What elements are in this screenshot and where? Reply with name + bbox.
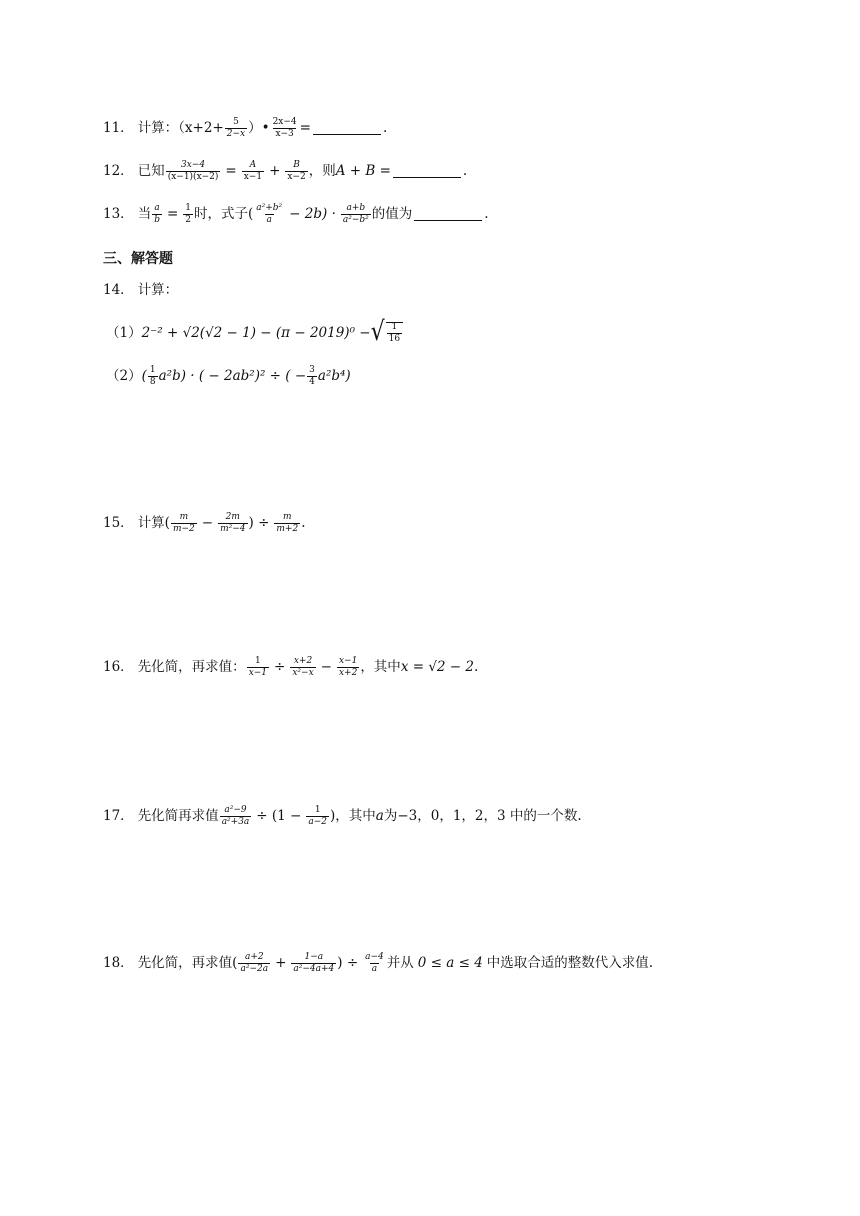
fraction: $\frac{2m}{\text{m²−4}}$ <box>220 512 246 535</box>
math-expression: 0 ≤ a ≤ 4 <box>417 955 483 972</box>
math-expression: ) ÷ <box>337 955 359 972</box>
period: . <box>474 659 479 676</box>
fraction: $\frac{x+2}{\text{x²−x}}$ <box>292 656 314 679</box>
question-text: 当 <box>137 206 152 223</box>
question-text: ，则 <box>308 163 336 180</box>
equals-sign: = <box>299 120 311 137</box>
plus-sign: + <box>275 955 287 972</box>
fraction: $\frac{A}{x-1}$ <box>243 160 263 183</box>
fraction: $\frac{m}{m+2}$ <box>276 512 299 535</box>
minus-sign: − <box>201 515 214 532</box>
question-18 <box>103 953 653 975</box>
answer-blank[interactable] <box>313 122 381 135</box>
fraction: $\frac{B}{x-2}$ <box>287 160 306 183</box>
fraction: $\frac{1}{x-1}$ <box>248 656 268 679</box>
period: . <box>484 206 489 223</box>
fraction: $\frac{1}{8}$ <box>149 365 156 388</box>
equals-sign: = <box>225 163 237 180</box>
period: . <box>301 515 306 532</box>
question-15 <box>103 513 306 535</box>
answer-blank[interactable] <box>414 208 482 221</box>
fraction: $\frac{a+b}{\text{a²−b²}}$ <box>342 203 369 226</box>
math-expression: A + B = <box>335 163 391 180</box>
period: . <box>462 163 468 180</box>
question-text: 并从 <box>386 955 414 972</box>
question-text: ）• <box>248 120 270 137</box>
equals-sign: = <box>166 206 179 223</box>
question-number: 11． <box>103 120 134 137</box>
question-text: 中选取合适的整数代入求值. <box>486 955 654 972</box>
answer-blank[interactable] <box>393 165 461 178</box>
question-text: 已知 <box>137 163 165 180</box>
fraction: $\frac{1-a}{\text{a²−4a+4}}$ <box>293 952 335 975</box>
question-13 <box>103 204 489 226</box>
fraction: $\frac{x-1}{x+2}$ <box>338 656 358 679</box>
divide-sign: ÷ <box>274 659 286 676</box>
question-number: 18． <box>103 955 134 972</box>
question-number: 12． <box>103 163 134 180</box>
question-number: 14． <box>103 282 134 298</box>
part-label: （1） <box>106 324 142 341</box>
minus-sign: − <box>320 659 332 676</box>
question-text: ，其中 <box>360 659 401 676</box>
question-16 <box>103 657 478 679</box>
question-text: 计算： <box>137 282 179 298</box>
question-17 <box>103 806 582 828</box>
math-expression: ( <box>141 368 147 385</box>
section-heading: 三、解答题 <box>103 251 173 267</box>
fraction: $\frac{\text{a²+b²}}{a}$ <box>256 203 283 226</box>
fraction: $\frac{a+2}{\text{a²−2a}}$ <box>240 952 269 975</box>
part-label: （2） <box>106 368 142 385</box>
math-expression: ÷ (1 − <box>256 808 302 825</box>
question-text: 先化简再求值 <box>137 808 219 825</box>
question-text: 为−3，0，1，2，3 中的一个数. <box>383 808 582 825</box>
question-14-part-2 <box>106 366 351 388</box>
question-text: 先化简，再求值( <box>137 955 238 972</box>
math-expression: a²b⁴) <box>317 368 351 385</box>
math-expression: ) ÷ <box>248 515 270 532</box>
fraction: $\frac{a-4}{a}$ <box>365 952 384 975</box>
question-text: 计算：（x+2+ <box>137 120 224 137</box>
square-root: √ $\frac{1}{16}$ <box>371 322 404 345</box>
question-12 <box>103 161 467 183</box>
fraction: $\frac{\text{a²−9}}{\text{a²+3a}}$ <box>221 805 250 828</box>
fraction: $\frac{m}{m-2}$ <box>172 512 195 535</box>
math-expression: x = √2 − 2 <box>400 659 474 676</box>
fraction: $\frac{1}{a-2}$ <box>308 805 327 828</box>
question-number: 13． <box>103 206 134 223</box>
fraction: $\frac{a}{b}$ <box>154 203 160 226</box>
fraction: $\frac{3}{4}$ <box>309 365 315 388</box>
question-number: 17． <box>103 808 134 825</box>
plus-sign: + <box>269 163 281 180</box>
fraction: $\frac{3x-4}{(x-1)(x-2)}$ <box>167 160 219 183</box>
question-text: 的值为 <box>371 206 413 223</box>
math-expression: a²b) · ( − 2ab²)² ÷ ( − <box>158 368 307 385</box>
fraction: $\frac{1}{2}$ <box>185 203 191 226</box>
question-text: 时，式子( <box>194 206 254 223</box>
question-text: 计算( <box>137 515 170 532</box>
fraction: $\frac{5}{2-x}$ <box>226 117 246 140</box>
question-number: 16． <box>103 659 134 676</box>
question-text: 先化简，再求值： <box>137 659 246 676</box>
question-text: )，其中 <box>330 808 376 825</box>
question-14-part-1 <box>106 317 404 348</box>
math-expression: − 2b) · <box>289 206 336 223</box>
period: . <box>382 120 388 137</box>
question-11 <box>103 118 387 140</box>
variable: a <box>375 808 384 825</box>
math-expression: 2⁻² + √2(√2 − 1) − (π − 2019)⁰ − <box>141 324 371 341</box>
question-number: 15． <box>103 515 134 532</box>
fraction: $\frac{2x-4}{x-3}$ <box>272 117 297 140</box>
question-14 <box>103 284 178 298</box>
